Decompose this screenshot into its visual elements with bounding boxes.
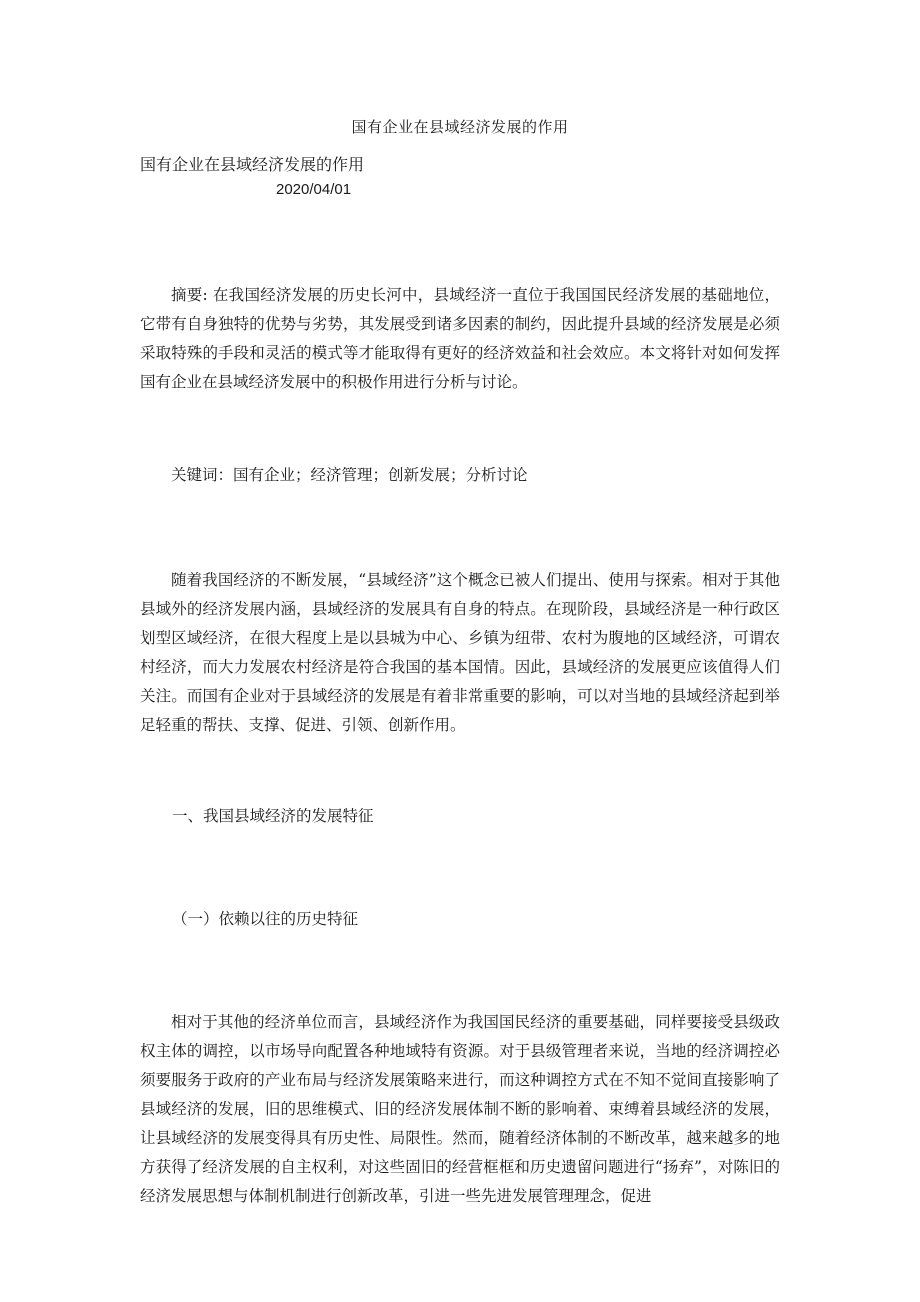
abstract-paragraph: 摘要: 在我国经济发展的历史长河中，县域经济一直位于我国国民经济发展的基础地位，它带有自身独特的优势与劣势，其发展受到诸多因素的制约，因此提升县域的经济发展是必须采取特殊的手段和灵活的模式等才能取得有更好的经济效益和社会效应。本文将针对如何发挥国有企业在县域经济发展中的积极作用进行分析与讨论。 [140,286,780,391]
intro-paragraph: 随着我国经济的不断发展，“县域经济”这个概念已被人们提出、使用与探索。相对于其他县域外的经济发展内涵，县域经济的发展具有自身的特点。在现阶段，县域经济是一种行政区划型区域经济，在很大程度上是以县城为中心、乡镇为纽带、农村为腹地的区域经济，可谓农村经济，而大力发展农村经济是符合我国的基本国情。因此，县域经济的发展更应该值得人们关注。而国有企业对于县域经济的发展是有着非常重要的影响，可以对当地的县域经济起到举足轻重的帮扶、支撑、促进、引领、创新作用。 [140,571,780,734]
document-date: 2020/04/01 [276,181,352,198]
keywords-paragraph: 关键词：国有企业；经济管理；创新发展；分析讨论 [171,466,528,484]
document-subtitle: 国有企业在县域经济发展的作用 [140,155,365,174]
body-paragraph: 相对于其他的经济单位而言，县域经济作为我国国民经济的重要基础，同样要接受县级政权主体的调控，以市场导向配置各种地域特有资源。对于县级管理者来说，当地的经济调控必须要服务于政府的产业布局与经济发展策略来进行，而这种调控方式在不知不觉间直接影响了县域经济的发展，旧的思维模式、旧的经济发展体制不断的影响着、束缚着县域经济的发展，让县域经济的发展变得具有历史性、局限性。然而，随着经济体制的不断改革，越来越多的地方获得了经济发展的自主权利，对这些固旧的经营框框和历史遗留问题进行“扬弃”，对陈旧的经济发展思想与体制机制进行创新改革，引进一些先进发展管理理念，促进 [140,1013,780,1205]
section-heading: 一、我国县域经济的发展特征 [172,807,374,825]
subsection-heading: （一）依赖以往的历史特征 [172,910,359,928]
document-header-title: 国有企业在县域经济发展的作用 [351,118,569,136]
